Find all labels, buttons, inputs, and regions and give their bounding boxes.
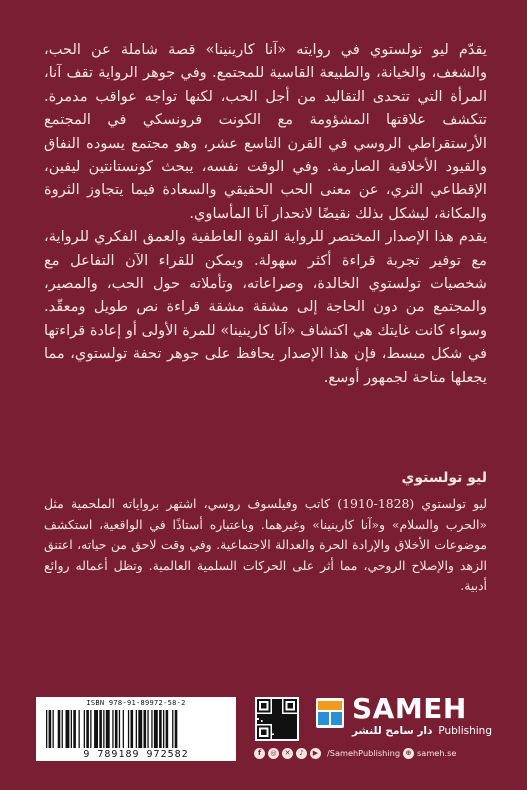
- web-icon[interactable]: ⊕: [403, 748, 414, 759]
- x-icon[interactable]: ✕: [282, 748, 293, 759]
- qr-code-pattern: [257, 699, 297, 739]
- book-synopsis: [44, 38, 487, 389]
- publisher-book-icon: [314, 697, 346, 731]
- publisher-arabic-name: دار سامح للنشر: [352, 725, 433, 737]
- youtube-icon[interactable]: ▶: [310, 748, 321, 759]
- isbn-digits: 9 789189 972582: [83, 749, 189, 760]
- social-links: [254, 745, 494, 761]
- author-bio: ليو تولستوي (1828-1910) كاتب وفيلسوف روسي، اشتهر برواياته الملحمية مثل «الحرب والسلام» و«آنا كارينينا» وغيرهما. وباعتباره أستاذًا في الواقعية، استكشف موضوعات الأخلاق والإرادة الحرة والعدالة الاجتماعية. وفي وقت لاحق من حياته، اعتنق الزهد والإصلاح الروحي، مما أثر على الحركات السلمية العالمية. وتظل أعماله روائع أدبية.: [44, 496, 487, 593]
- publisher-english-sub: Publishing: [438, 725, 492, 737]
- isbn-barcode: [36, 697, 236, 761]
- author-section: [44, 470, 487, 597]
- synopsis-paragraph-1: يقدّم ليو تولستوي في روايته «آنا كارينينا» قصة شاملة عن الحب، والشغف، والخيانة، والطبيعة القاسية للمجتمع. وفي جوهر الرواية تقف آنا، المرأة التي تتحدى التقاليد من أجل الحب، لكنها تواجه عواقب مدمرة. تتكشف علاقتها المشؤومة مع الكونت فرونسكي في المجتمع الأرستقراطي الروسي في القرن التاسع عشر، وهو مجتمع يسوده النفاق والقيود الأخلاقية الصارمة. وفي الوقت نفسه، يبحث كونستانتين ليفين، الإقطاعي الثري، عن معنى الحب الحقيقي والسعادة فيما يتجاوز الثروة والمكانة، ليشكل بذلك نقيضًا لانحدار آنا المأساوي.: [44, 41, 487, 222]
- qr-code[interactable]: [255, 697, 299, 741]
- website-link[interactable]: sameh.se: [417, 748, 457, 758]
- social-handle[interactable]: /SamehPublishing: [327, 748, 401, 758]
- publisher-subtitle: [352, 725, 492, 737]
- isbn-label: ISBN 978-91-89972-58-2: [86, 699, 186, 707]
- barcode-bars: [46, 710, 228, 748]
- publisher-name: SAMEH: [352, 692, 467, 725]
- instagram-icon[interactable]: ◎: [268, 748, 279, 759]
- facebook-icon[interactable]: f: [254, 748, 265, 759]
- synopsis-paragraph-2: يقدم هذا الإصدار المختصر للرواية القوة العاطفية والعمق الفكري للرواية، مع توفير تجربة قراءة أكثر سهولة. ويمكن للقراء الآن التفاعل مع شخصيات تولستوي الخالدة، وصراعاته، وتأملاته حول الحب، والمصير، والمجتمع من دون الحاجة إلى مشقة مشقة قراءة نص طويل ومعقّد. وسواء كانت غايتك هي اكتشاف «آنا كارينينا» للمرة الأولى أو إعادة قراءتها في شكل مبسط، فإن هذا الإصدار يحافظ على جوهر تحفة تولستوي، مما يجعلها متاحة لجمهور أوسع.: [44, 228, 487, 386]
- tiktok-icon[interactable]: ♪: [296, 748, 307, 759]
- author-name: ليو تولستوي: [401, 470, 487, 486]
- publisher-logo: [312, 693, 492, 743]
